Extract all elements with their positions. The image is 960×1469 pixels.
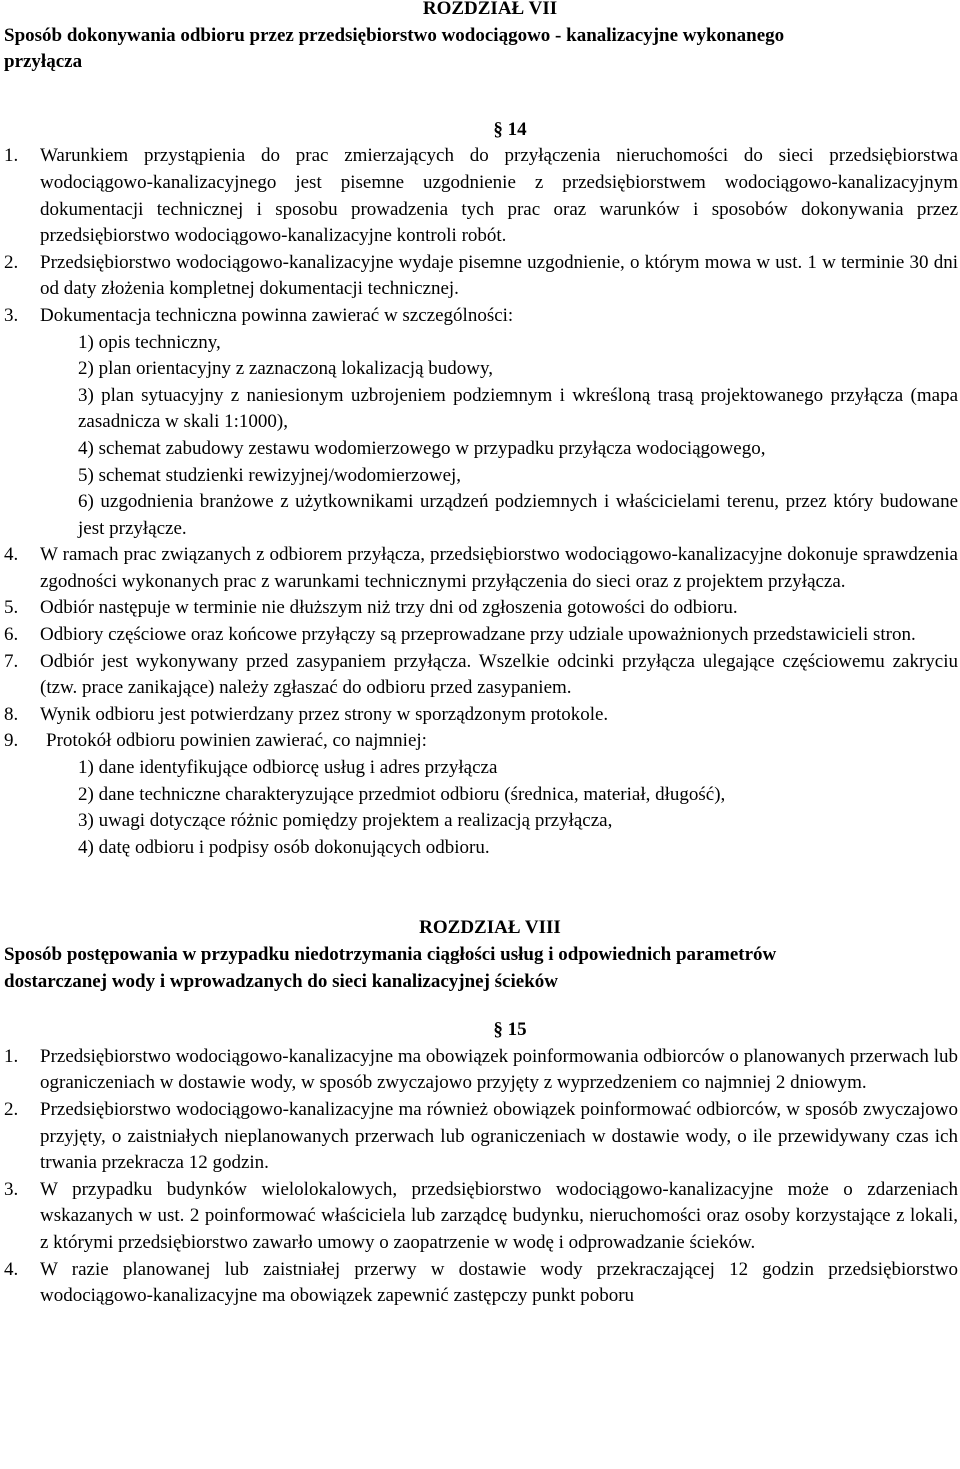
item-text: Przedsiębiorstwo wodociągowo-kanalizacyjne wydaje pisemne uzgodnienie, o którym mowa w ust. 1 w terminie 30 dni od daty złożenia kompletnej dokumentacji technicznej.: [40, 251, 958, 300]
item-number: 7.: [4, 650, 19, 672]
item-text: W ramach prac związanych z odbiorem przyłącza, przedsiębiorstwo wodociągowo-kanalizacyjne dokonuje sprawdzenia zgodności wykonanych prac z warunkami technicznymi przyłączenia do sieci oraz z projektem przyłącza.: [40, 544, 958, 592]
item-number: 4.: [4, 1258, 19, 1280]
item-8-4: [0, 1257, 960, 1310]
item-text: Wynik odbioru jest potwierdzany przez strony w sporządzonym protokole.: [40, 703, 609, 725]
item-number: 3.: [4, 1178, 19, 1200]
item-8-2: [0, 1097, 960, 1177]
item-text: Dokumentacja techniczna powinna zawierać w szczególności:: [40, 304, 514, 326]
sub-item-9-1: 1) dane identyfikujące odbiorcę usług i adres przyłącza: [78, 757, 498, 779]
sub-item-3-3: 3) plan sytuacyjny z naniesionym uzbrojeniem podziemnym i wkreśloną trasą projektowanego przyłącza (mapa zasadnicza w skali 1:1000),: [78, 384, 958, 433]
sub-item-3-4: 4) schemat zabudowy zestawu wodomierzowego w przypadku przyłącza wodociągowego,: [78, 437, 766, 459]
item-7-8: [0, 702, 960, 729]
item-7-3: [0, 303, 960, 330]
paragraph-14-heading: § 14: [493, 118, 527, 140]
item-text: Warunkiem przystąpienia do prac zmierzających do przyłączenia nieruchomości do sieci przedsiębiorstwa wodociągowo-kanalizacyjnego jest pisemne uzgodnienie z przedsiębiorstwem wodociągowo-kanalizacyjnym dokumentacji technicznej i sposobu prowadzenia tych prac oraz warunków i sposobów dokonywania przez przedsiębiorstwo wodociągowo-kanalizacyjne kontroli robót.: [40, 145, 958, 247]
item-number: 9.: [4, 730, 19, 752]
item-8-3: [0, 1177, 960, 1257]
item-7-2: [0, 250, 960, 303]
item-7-1: [0, 143, 960, 249]
item-8-1: [0, 1044, 960, 1097]
chapter-7-title: ROZDZIAŁ VII: [422, 0, 558, 19]
item-7-6: [0, 622, 960, 649]
item-number: 1.: [4, 145, 19, 167]
chapter-8-title: ROZDZIAŁ VIII: [419, 917, 561, 939]
item-text: Przedsiębiorstwo wodociągowo-kanalizacyjne ma obowiązek poinformowania odbiorców o planowanych przerwach lub ograniczeniach w dostawie wody, w sposób zwyczajowo przyjęty z wyprzedzeniem co najmniej 2 dniowym.: [40, 1045, 958, 1094]
sub-item-9-2: 2) dane techniczne charakteryzujące przedmiot odbioru (średnica, materiał, długość),: [78, 783, 726, 805]
item-text: Odbiór następuje w terminie nie dłuższym niż trzy dni od zgłoszenia gotowości do odbioru.: [40, 597, 738, 619]
chapter-7-subtitle: Sposób dokonywania odbioru przez przedsiębiorstwo wodociągowo - kanalizacyjne wykonanego przyłącza: [4, 24, 785, 73]
sub-item-3-5: 5) schemat studzienki rewizyjnej/wodomierzowej,: [78, 464, 462, 486]
item-number: 4.: [4, 544, 19, 566]
item-text: Protokół odbioru powinien zawierać, co najmniej:: [46, 730, 427, 752]
item-7-4: [0, 542, 960, 595]
sub-item-9-3: 3) uwagi dotyczące różnic pomiędzy projektem a realizacją przyłącza,: [78, 810, 613, 832]
item-text: Odbiór jest wykonywany przed zasypaniem przyłącza. Wszelkie odcinki przyłącza ulegające częściowemu zakryciu (tzw. prace zanikające) należy zgłaszać do odbioru przed zasypaniem.: [40, 650, 958, 699]
item-text: Odbiory częściowe oraz końcowe przyłączy są przeprowadzane przy udziale upoważnionych przedstawicieli stron.: [40, 624, 916, 646]
item-7-7: [0, 649, 960, 702]
sub-item-3-1: 1) opis techniczny,: [78, 331, 221, 353]
item-number: 8.: [4, 703, 19, 725]
item-number: 2.: [4, 1098, 19, 1120]
item-text: W razie planowanej lub zaistniałej przerwy w dostawie wody przekraczającej 12 godzin przedsiębiorstwo wodociągowo-kanalizacyjne ma obowiązek zapewnić zastępczy punkt poboru: [40, 1258, 958, 1307]
sub-item-3-2: 2) plan orientacyjny z zaznaczoną lokalizacją budowy,: [78, 358, 493, 380]
item-text: W przypadku budynków wielolokalowych, przedsiębiorstwo wodociągowo-kanalizacyjne może o zdarzeniach wskazanych w ust. 2 poinformować właściciela lub zarządcę budynku, nieruchomości oraz osoby korzystające z lokali, z którymi przedsiębiorstwo zawarło umowy o zaopatrzenie w wodę i odprowadzanie ścieków.: [40, 1178, 958, 1253]
paragraph-15-heading: § 15: [493, 1019, 527, 1041]
item-number: 6.: [4, 624, 19, 646]
item-number: 1.: [4, 1045, 19, 1067]
item-7-5: [0, 595, 960, 622]
item-number: 5.: [4, 597, 19, 619]
item-text: Przedsiębiorstwo wodociągowo-kanalizacyjne ma również obowiązek poinformować odbiorców, w sposób zwyczajowo przyjęty, o zaistniałych nieplanowanych przerwach lub ograniczeniach w dostawie wody, o ile przewidywany czas ich trwania przekracza 12 godzin.: [40, 1098, 958, 1174]
sub-item-9-4: 4) datę odbioru i podpisy osób dokonujących odbioru.: [78, 836, 490, 858]
item-7-9: [0, 728, 960, 755]
chapter-8-subtitle: Sposób postępowania w przypadku niedotrzymania ciągłości usług i odpowiednich parametrów dostarczanej wody i wprowadzanych do sieci kanalizacyjnej ścieków: [4, 944, 777, 992]
sub-item-3-6: 6) uzgodnienia branżowe z użytkownikami urządzeń podziemnych i właścicielami terenu, przez który budowane jest przyłącze.: [78, 491, 958, 539]
item-number: 3.: [4, 304, 19, 326]
item-number: 2.: [4, 251, 19, 273]
